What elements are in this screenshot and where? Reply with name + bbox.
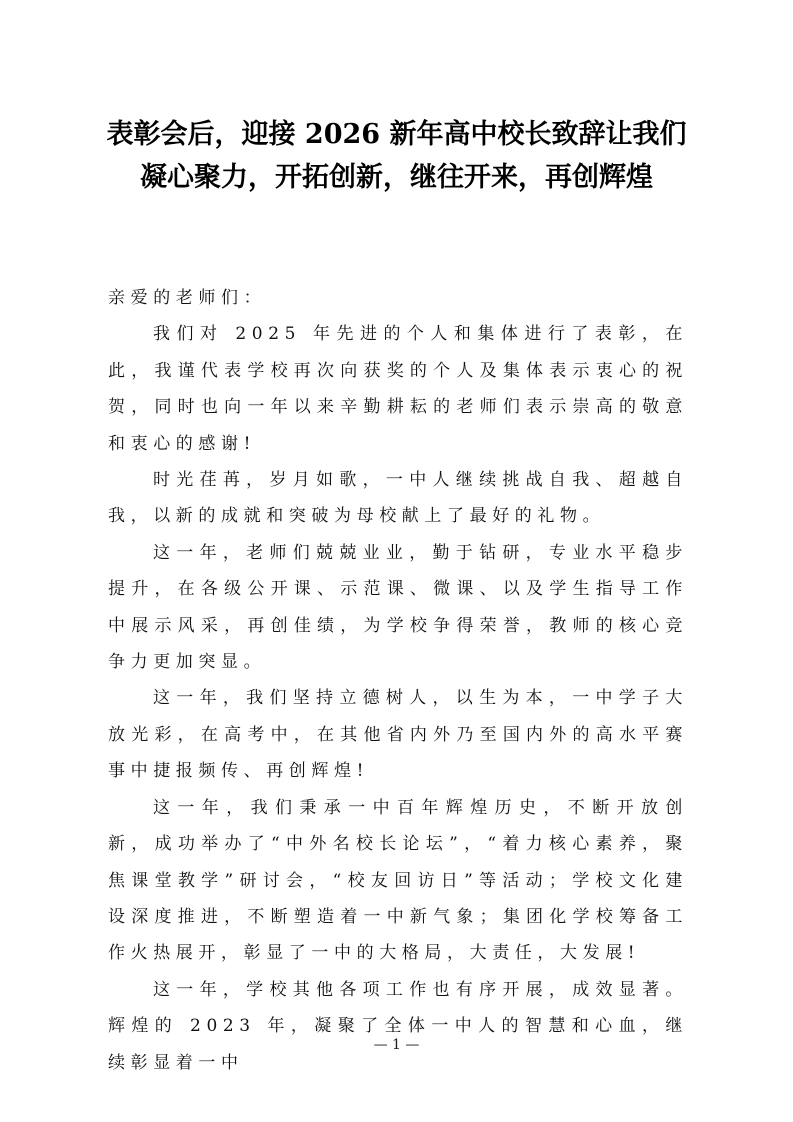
document-title: 表彰会后，迎接 2026 新年高中校长致辞让我们凝心聚力，开拓创新，继往开来，再创辉煌	[106, 119, 687, 193]
page-number: — 1 —	[373, 1037, 420, 1053]
paragraph: 这一年，老师们兢兢业业，勤于钻研，专业水平稳步提升，在各级公开课、示范课、微课、以及学生指导工作中展示风采，再创佳绩，为学校争得荣誉，教师的核心竞争力更加突显。	[108, 542, 688, 673]
paragraph: 这一年，学校其他各项工作也有序开展，成效显著。辉煌的 2023 年，凝聚了全体一中人的智慧和心血，继续彰显着一中	[108, 979, 688, 1073]
salutation: 亲爱的老师们：	[108, 288, 267, 308]
paragraph: 我们对 2025 年先进的个人和集体进行了表彰，在此，我谨代表学校再次向获奖的个人及集体表示衷心的祝贺，同时也向一年以来辛勤耕耘的老师们表示崇高的敬意和衷心的感谢!	[108, 324, 688, 454]
paragraph: 这一年，我们秉承一中百年辉煌历史，不断开放创新，成功举办了“中外名校长论坛”，“着力核心素养，聚焦课堂教学”研讨会，“校友回访日”等活动；学校文化建设深度推进，不断塑造着一中新气象；集团化学校筹备工作火热展开，彰显了一中的大格局，大责任，大发展!	[108, 797, 688, 964]
paragraph: 时光荏苒，岁月如歌，一中人继续挑战自我、超越自我，以新的成就和突破为母校献上了最好的礼物。	[108, 470, 688, 527]
document-body	[108, 280, 688, 1081]
paragraph: 这一年，我们坚持立德树人，以生为本，一中学子大放光彩，在高考中，在其他省内外乃至国内外的高水平赛事中捷报频传、再创辉煌!	[108, 688, 688, 782]
